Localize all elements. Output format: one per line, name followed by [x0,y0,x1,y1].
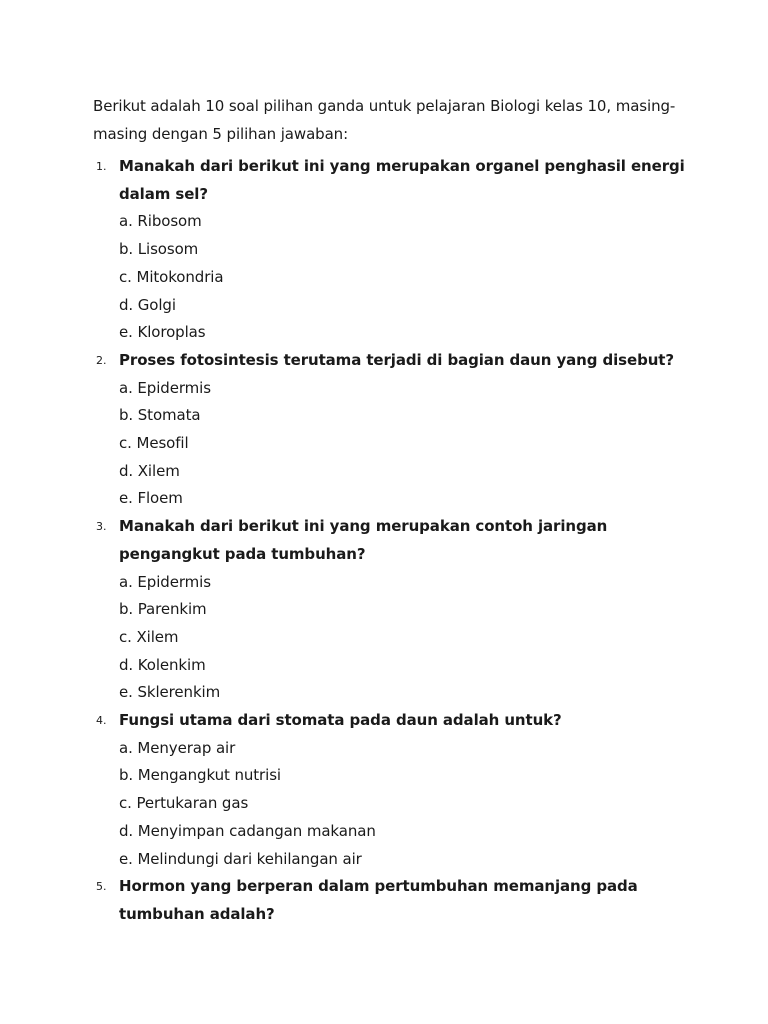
question-3 [93,513,693,707]
document-page [93,92,693,929]
option-list [119,569,693,708]
option-a: a. Epidermis [119,378,211,397]
question-text: Hormon yang berperan dalam pertumbuhan memanjang pada tumbuhan adalah? [119,877,638,923]
option-b: b. Mengangkut nutrisi [119,766,281,785]
question-text: Proses fotosintesis terutama terjadi di bagian daun yang disebut? [119,350,674,369]
question-number: 5. [96,880,107,894]
option-d: d. Xilem [119,461,180,480]
question-number: 4. [96,714,107,728]
question-text: Manakah dari berikut ini yang merupakan organel penghasil energi dalam sel? [119,157,685,203]
option-e: e. Melindungi dari kehilangan air [119,849,362,868]
option-e: e. Floem [119,489,183,508]
question-1 [93,153,693,347]
question-2 [93,347,693,513]
intro-paragraph: Berikut adalah 10 soal pilihan ganda untuk pelajaran Biologi kelas 10, masing-masing dengan 5 pilihan jawaban: [93,97,676,143]
question-number: 2. [96,353,107,367]
option-b: b. Stomata [119,406,201,425]
question-text: Fungsi utama dari stomata pada daun adalah untuk? [119,711,562,730]
option-c: c. Xilem [119,627,179,646]
option-b: b. Lisosom [119,240,199,259]
option-e: e. Kloroplas [119,323,206,342]
option-d: d. Kolenkim [119,655,206,674]
option-a: a. Menyerap air [119,738,236,757]
option-c: c. Pertukaran gas [119,794,249,813]
option-d: d. Menyimpan cadangan makanan [119,821,376,840]
question-number: 1. [96,160,107,173]
option-a: a. Epidermis [119,572,211,591]
option-list [119,735,693,874]
option-list [119,375,693,514]
question-number: 3. [96,520,107,534]
option-d: d. Golgi [119,295,176,314]
option-b: b. Parenkim [119,600,207,619]
question-4 [93,707,693,873]
option-c: c. Mesofil [119,434,189,453]
option-list [119,208,693,347]
option-c: c. Mitokondria [119,267,224,286]
question-5 [93,873,693,928]
option-e: e. Sklerenkim [119,683,221,702]
question-text: Manakah dari berikut ini yang merupakan contoh jaringan pengangkut pada tumbuhan? [119,517,608,563]
option-a: a. Ribosom [119,212,202,231]
